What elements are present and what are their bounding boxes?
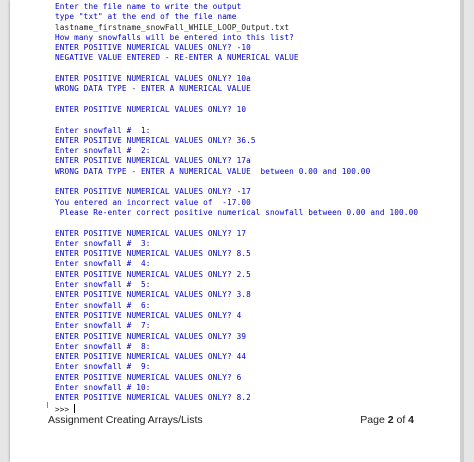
console-line: Enter snowfall # 10: <box>55 382 151 392</box>
console-line: ENTER POSITIVE NUMERICAL VALUES ONLY? 4 <box>55 310 242 320</box>
shell-prompt: >>> <box>55 404 75 414</box>
console-line: ENTER POSITIVE NUMERICAL VALUES ONLY? 44 <box>55 352 247 362</box>
console-line: ENTER POSITIVE NUMERICAL VALUES ONLY? 3.8 <box>55 290 251 300</box>
console-line: ENTER POSITIVE NUMERICAL VALUES ONLY? 10a <box>55 74 251 84</box>
console-line: ENTER POSITIVE NUMERICAL VALUES ONLY? 10 <box>55 104 247 114</box>
console-line: ENTER POSITIVE NUMERICAL VALUES ONLY? 8.2 <box>55 393 251 403</box>
console-line: Enter the file name to write the output <box>55 2 242 11</box>
console-line: Enter snowfall # 3: <box>55 238 151 248</box>
console-line: You entered an incorrect value of -17.00 <box>55 197 251 207</box>
console-line: Enter snowfall # 2: <box>55 146 151 156</box>
console-line: Enter snowfall # 8: <box>55 341 151 351</box>
console-line: ENTER POSITIVE NUMERICAL VALUES ONLY? 39 <box>55 331 247 341</box>
python-shell-output[interactable] <box>55 2 455 414</box>
console-line <box>55 177 455 187</box>
console-line: NEGATIVE VALUE ENTERED - RE-ENTER A NUMERICAL VALUE <box>55 53 299 63</box>
console-line: ENTER POSITIVE NUMERICAL VALUES ONLY? -10 <box>55 43 251 53</box>
console-line: ENTER POSITIVE NUMERICAL VALUES ONLY? 17a <box>55 156 251 166</box>
document-page <box>10 0 460 462</box>
console-line: ENTER POSITIVE NUMERICAL VALUES ONLY? 17 <box>55 228 247 238</box>
console-line <box>55 64 455 74</box>
console-line: Enter snowfall # 6: <box>55 300 151 310</box>
console-line <box>55 115 455 125</box>
console-line: Enter snowfall # 1: <box>55 125 151 135</box>
document-title: Assignment Creating Arrays/Lists <box>48 414 203 426</box>
page-current: 2 <box>387 414 394 426</box>
page-prefix: Page <box>360 414 388 426</box>
console-line: Please Re-enter correct positive numerical snowfall between 0.00 and 100.00 <box>55 207 419 217</box>
console-line: How many snowfalls will be entered into this list? <box>55 32 294 42</box>
console-line: ENTER POSITIVE NUMERICAL VALUES ONLY? 36.5 <box>55 135 256 145</box>
console-line <box>55 218 455 228</box>
page-number <box>360 414 414 426</box>
console-line <box>55 95 455 105</box>
margin-mark <box>47 402 48 408</box>
shell-prompt-line[interactable] <box>55 404 455 414</box>
console-line: WRONG DATA TYPE - ENTER A NUMERICAL VALUE between 0.00 and 100.00 <box>55 166 371 176</box>
page-edge <box>460 0 464 462</box>
console-line: type "txt" at the end of the file name <box>55 12 237 22</box>
page-footer <box>48 414 414 428</box>
console-line: lastname_firstname_snowFall_WHILE_LOOP_Output.txt <box>55 22 290 32</box>
console-line: Enter snowfall # 7: <box>55 321 151 331</box>
console-line: Enter snowfall # 5: <box>55 280 151 290</box>
console-line: ENTER POSITIVE NUMERICAL VALUES ONLY? 6 <box>55 372 242 382</box>
console-line: Enter snowfall # 4: <box>55 259 151 269</box>
console-line: Enter snowfall # 9: <box>55 362 151 372</box>
page-of: of <box>393 414 409 426</box>
console-line: ENTER POSITIVE NUMERICAL VALUES ONLY? 8.5 <box>55 249 251 259</box>
text-cursor <box>74 404 75 413</box>
console-line: ENTER POSITIVE NUMERICAL VALUES ONLY? -17 <box>55 187 251 197</box>
page-total: 4 <box>408 414 414 426</box>
console-line: ENTER POSITIVE NUMERICAL VALUES ONLY? 2.5 <box>55 269 251 279</box>
console-line: WRONG DATA TYPE - ENTER A NUMERICAL VALUE <box>55 84 251 94</box>
